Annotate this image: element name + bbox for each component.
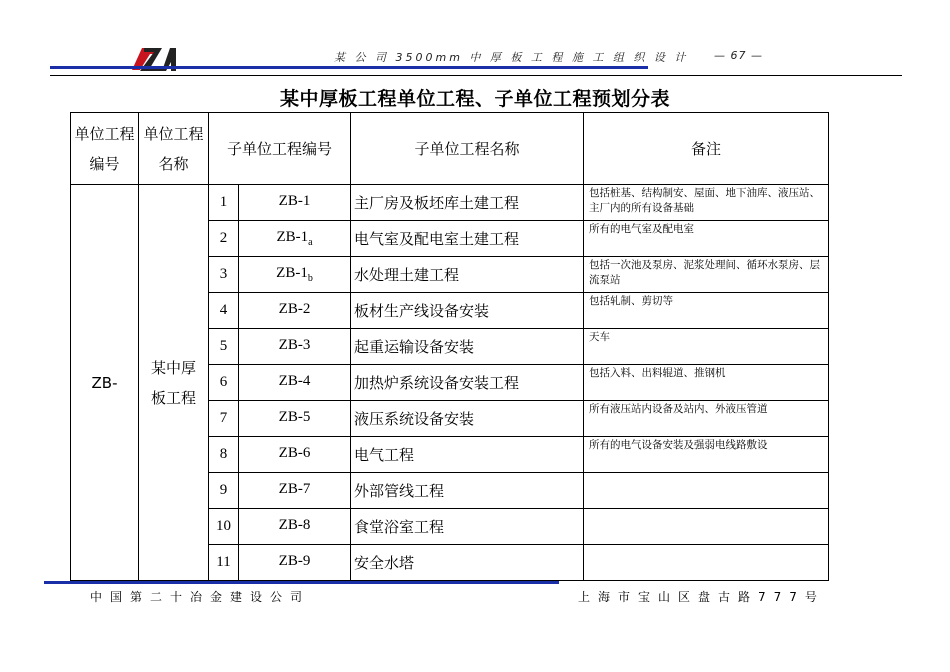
table-row xyxy=(71,185,829,221)
sub-name-cell: 起重运输设备安装 xyxy=(351,329,584,365)
sub-code-cell xyxy=(239,365,351,401)
header-blue-rule xyxy=(50,66,648,69)
row-number: 5 xyxy=(209,329,239,365)
sub-code-cell xyxy=(239,473,351,509)
header-black-rule xyxy=(50,75,902,76)
sub-name-cell: 外部管线工程 xyxy=(351,473,584,509)
sub-name-cell: 水处理土建工程 xyxy=(351,257,584,293)
sub-code-text: ZB-4 xyxy=(278,373,311,389)
remark-cell: 所有的电气设备安装及强弱电线路敷设 xyxy=(584,437,829,473)
header-sub-name: 子单位工程名称 xyxy=(351,113,584,185)
remark-cell: 包括轧制、剪切等 xyxy=(584,293,829,329)
row-number: 2 xyxy=(209,221,239,257)
sub-code-text: ZB-6 xyxy=(278,445,311,461)
remark-cell: 天车 xyxy=(584,329,829,365)
sub-code-text: ZB-2 xyxy=(278,301,311,317)
remark-cell: 所有液压站内设备及站内、外液压管道 xyxy=(584,401,829,437)
sub-code-cell xyxy=(239,257,351,293)
sub-name-cell: 加热炉系统设备安装工程 xyxy=(351,365,584,401)
sub-code-cell xyxy=(239,329,351,365)
header-sub-code: 子单位工程编号 xyxy=(209,113,351,185)
sub-code-cell xyxy=(239,437,351,473)
row-number: 9 xyxy=(209,473,239,509)
header-unit-name: 单位工程名称 xyxy=(139,113,209,185)
sub-code-text: ZB-9 xyxy=(278,553,311,569)
sub-code-suffix: b xyxy=(307,273,313,284)
sub-code-suffix: a xyxy=(308,237,313,248)
sub-code-text: ZB-1 xyxy=(276,265,308,281)
sub-name-cell: 电气工程 xyxy=(351,437,584,473)
header-unit-code: 单位工程编号 xyxy=(71,113,139,185)
sub-code-cell xyxy=(239,185,351,221)
remark-cell xyxy=(584,473,829,509)
sub-name-cell: 电气室及配电室土建工程 xyxy=(351,221,584,257)
footer-blue-rule xyxy=(44,581,559,584)
row-number: 4 xyxy=(209,293,239,329)
sub-name-cell: 主厂房及板坯库土建工程 xyxy=(351,185,584,221)
sub-code-text: ZB-5 xyxy=(278,409,311,425)
header-remark: 备注 xyxy=(584,113,829,185)
sub-code-text: ZB-1 xyxy=(276,229,309,245)
remark-cell xyxy=(584,545,829,581)
page-number: — 67 — xyxy=(714,49,763,62)
footer-address: 上海市宝山区盘古路777号 xyxy=(578,590,825,604)
row-number: 11 xyxy=(209,545,239,581)
sub-code-cell xyxy=(239,509,351,545)
division-table xyxy=(70,112,829,581)
row-number: 7 xyxy=(209,401,239,437)
sub-code-cell xyxy=(239,293,351,329)
sub-name-cell: 食堂浴室工程 xyxy=(351,509,584,545)
doc-title: 某 公 司 3500mm 中 厚 板 工 程 施 工 组 织 设 计 xyxy=(334,51,689,64)
unit-code-cell: ZB- xyxy=(71,185,139,581)
sub-code-text: ZB-7 xyxy=(278,481,311,497)
remark-cell: 包括桩基、结构制安、屋面、地下油库、液压站、主厂内的所有设备基础 xyxy=(584,185,829,221)
remark-cell xyxy=(584,509,829,545)
remark-cell: 包括一次池及泵房、泥浆处理间、循环水泵房、层流泵站 xyxy=(584,257,829,293)
sub-code-text: ZB-3 xyxy=(278,337,311,353)
unit-name-cell: 某中厚板工程 xyxy=(139,185,209,581)
page-title: 某中厚板工程单位工程、子单位工程预划分表 xyxy=(279,88,670,110)
sub-code-text: ZB-1 xyxy=(278,193,311,209)
row-number: 1 xyxy=(209,185,239,221)
footer-company: 中国第二十冶金建设公司 xyxy=(90,590,311,604)
remark-cell: 所有的电气室及配电室 xyxy=(584,221,829,257)
sub-name-cell: 液压系统设备安装 xyxy=(351,401,584,437)
table-header-row xyxy=(71,113,829,185)
row-number: 3 xyxy=(209,257,239,293)
row-number: 10 xyxy=(209,509,239,545)
sub-code-cell xyxy=(239,401,351,437)
row-number: 8 xyxy=(209,437,239,473)
sub-code-cell xyxy=(239,545,351,581)
row-number: 6 xyxy=(209,365,239,401)
sub-code-text: ZB-8 xyxy=(278,517,311,533)
sub-name-cell: 板材生产线设备安装 xyxy=(351,293,584,329)
sub-code-cell xyxy=(239,221,351,257)
sub-name-cell: 安全水塔 xyxy=(351,545,584,581)
remark-cell: 包括入料、出料辊道、推钢机 xyxy=(584,365,829,401)
